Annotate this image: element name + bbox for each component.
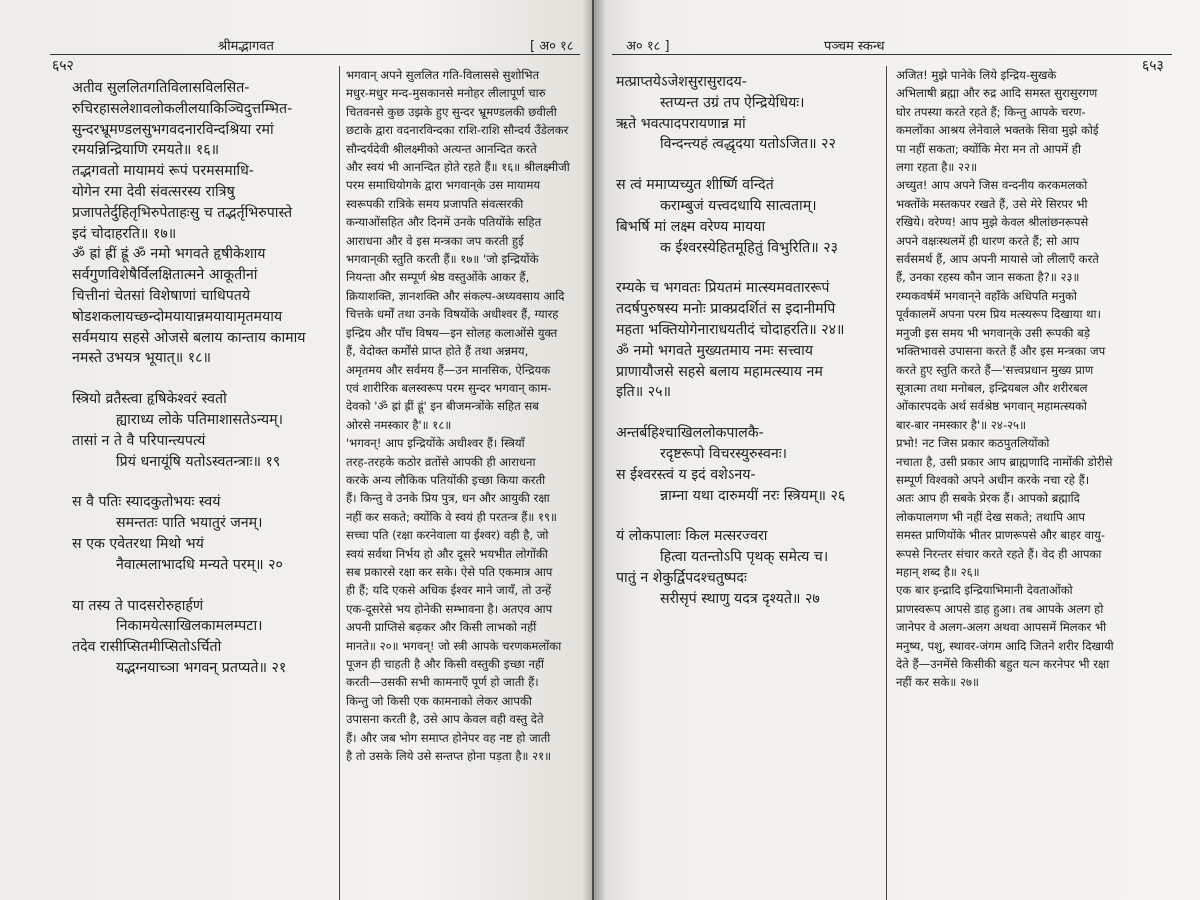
hindi-commentary-line: कमलोंका आश्रय लेनेवाले भक्तके सिवा मुझे कोई bbox=[896, 123, 1099, 138]
hindi-commentary-line: सर्वसमर्थ हैं, आप अपनी मायासे जो लीलाएँ करते bbox=[896, 252, 1099, 267]
hindi-commentary-line: एवं शारीरिक बलस्वरूप परम सुन्दर भगवान् काम- bbox=[346, 380, 552, 395]
hindi-commentary-line: भक्तोंके मस्तकपर रखते हैं, उसे मेरे सिरपर भी bbox=[896, 196, 1088, 211]
left-hindi-column bbox=[346, 66, 582, 900]
hindi-commentary-line: सौन्दर्यदेवी श्रीलक्ष्मीको अत्यन्त आनन्दित करते bbox=[346, 141, 537, 156]
hindi-commentary-line: प्राणस्वरूप आपसे डाह हुआ। तब आपके अलग हो bbox=[896, 601, 1104, 616]
sanskrit-verse-line: स एक एवेतरथा मिथो भयं bbox=[72, 535, 204, 552]
hindi-commentary-line: नहीं कर सकते; क्योंकि वे स्वयं ही परतन्त्र हैं॥ १९॥ bbox=[346, 509, 557, 524]
hindi-commentary-line: अपनी प्राप्तिसे बढ़कर और किसी लाभको नहीं bbox=[346, 620, 537, 635]
stanza-gap bbox=[616, 258, 878, 278]
sanskrit-verse-line: चित्तीनां चेतसां विशेषाणां चाधिपतये bbox=[72, 287, 251, 304]
sanskrit-verse-line: योगेन रमा देवी संवत्सरस्य रात्रिषु bbox=[72, 183, 235, 200]
sanskrit-verse-line: सरीसृपं स्थाणु यदत्र दृश्यते॥ २७ bbox=[660, 590, 820, 607]
left-header-rule bbox=[50, 54, 580, 55]
sanskrit-verse-line: समन्ततः पाति भयातुरं जनम्। bbox=[116, 515, 263, 532]
stanza-gap bbox=[616, 155, 878, 175]
hindi-commentary-line: ओंकारपदके अर्थ सर्वश्रेष्ठ भगवान् महामत्स्यको bbox=[896, 399, 1087, 414]
stanza-gap bbox=[72, 576, 334, 596]
sanskrit-verse-line: निकामयेत्साखिलकामलम्पटा। bbox=[116, 618, 263, 635]
sanskrit-verse-line: स त्वं ममाप्यच्युत शीर्ष्णि वन्दितं bbox=[616, 177, 774, 194]
sanskrit-verse-line: विन्दन्त्यहं त्वद्धृदया यतोऽजित॥ २२ bbox=[660, 136, 836, 153]
stanza-gap bbox=[72, 472, 334, 492]
sanskrit-verse-line: तासां न ते वै परिपान्त्यपत्यं bbox=[72, 432, 206, 449]
sanskrit-verse-line: स्तप्यन्त उग्रं तप ऐन्द्रियेधियः। bbox=[660, 94, 805, 111]
hindi-commentary-line: करते हुए स्तुति करते हैं—'सत्त्वप्रधान मुख्य प्राण bbox=[896, 362, 1094, 377]
hindi-commentary-line: भगवान्‌की स्तुति करती हैं॥ १७॥ 'जो इन्द्रियोंके bbox=[346, 252, 539, 267]
hindi-commentary-line: ही हैं; यदि एकसे अधिक ईश्वर माने जायँ, तो उन्हें bbox=[346, 583, 552, 598]
hindi-commentary-line: तरह-तरहके कठोर व्रतोंसे आपकी ही आराधना bbox=[346, 454, 536, 469]
hindi-commentary-line: अतः आप ही सबके प्रेरक हैं। आपको ब्रह्मादि bbox=[896, 491, 1080, 506]
sanskrit-verse-line: षोडशकलायच्छन्दोमयायान्नमयायामृतमयाय bbox=[72, 308, 283, 325]
hindi-commentary-line: परम समाधियोगके द्वारा भगवान्‌के उस मायामय bbox=[346, 178, 541, 193]
sanskrit-verse-line: प्रियं धनायूंषि यतोऽस्वतन्त्राः॥ १९ bbox=[116, 453, 281, 470]
sanskrit-verse-line: ह्याराध्य लोके पतिमाशासतेऽन्यम्। bbox=[116, 411, 283, 428]
sanskrit-verse-line: रमयन्निन्द्रियाणि रमयते॥ १६॥ bbox=[72, 142, 220, 159]
hindi-commentary-line: लोकपालगण भी नहीं देख सकते; तथापि आप bbox=[896, 509, 1085, 524]
hindi-commentary-line: मनुष्य, पशु, स्थावर-जंगम आदि जितने शरीर दिखायी bbox=[896, 638, 1114, 653]
hindi-commentary-line: मानते॥ २०॥ भगवन्! जो स्त्री आपके चरणकमलोंका bbox=[346, 638, 562, 653]
hindi-commentary-line: महान् शब्द है॥ २६॥ bbox=[896, 564, 980, 579]
right-hindi-column bbox=[896, 66, 1182, 900]
hindi-commentary-line: सब प्रकारसे रक्षा कर सके। ऐसे पति एकमात्र आप bbox=[346, 564, 553, 579]
right-header-rule bbox=[612, 54, 1172, 55]
hindi-commentary-line: आराधना और वे इस मन्त्रका जप करती हुई bbox=[346, 233, 524, 248]
sanskrit-verse-line: प्राणायौजसे सहसे बलाय महामत्स्याय नम bbox=[616, 363, 823, 380]
sanskrit-verse-line: तदेव रासीप्सितमीप्सितोऽर्चितो bbox=[72, 639, 222, 656]
hindi-commentary-line: सच्चा पति (रक्षा करनेवाला या ईश्वर) वही है, जो bbox=[346, 528, 549, 543]
hindi-commentary-line: मधुर-मधुर मन्द-मुसकानसे मनोहर लीलापूर्ण चारु bbox=[346, 86, 546, 101]
hindi-commentary-line: भक्तिभावसे उपासना करते हैं और इस मन्त्रका जप bbox=[896, 344, 1106, 359]
sanskrit-verse-line: इति॥ २५॥ bbox=[616, 384, 671, 401]
hindi-commentary-line: हैं। किन्तु वे उनके प्रिय पुत्र, धन और आयुकी रक्षा bbox=[346, 491, 550, 506]
hindi-commentary-line: और स्वयं भी आनन्दित होते रहते हैं॥ १६॥ श्रीलक्ष्मीजी bbox=[346, 160, 570, 175]
hindi-commentary-line: छटाके द्वारा वदनारविन्दका राशि-राशि सौन्दर्य उँडेलकर bbox=[346, 123, 569, 138]
hindi-commentary-line: समस्त प्राणियोंके भीतर प्राणरूपसे और बाहर वायु- bbox=[896, 528, 1106, 543]
sanskrit-verse-line: अन्तर्बहिश्चाखिललोकपालकै- bbox=[616, 425, 764, 442]
left-column-divider bbox=[339, 66, 340, 900]
hindi-commentary-line: देवको 'ॐ ह्रां ह्रीं ह्रूं' इन बीजमन्त्रोंके सहित सब bbox=[346, 399, 539, 414]
hindi-commentary-line: सूत्रात्मा तथा मनोबल, इन्द्रियबल और शरीरबल bbox=[896, 380, 1088, 395]
hindi-commentary-line: कन्याओंसहित और दिनमें उनके पतियोंके सहित bbox=[346, 215, 542, 230]
sanskrit-verse-line: अतीव सुललितगतिविलासविलसित- bbox=[72, 80, 250, 96]
sanskrit-verse-line: पातुं न शेकुर्द्विपदश्चतुष्पदः bbox=[616, 569, 747, 586]
hindi-commentary-line: है तो उसके लिये उसे सन्तप्त होना पड़ता है॥ २१॥ bbox=[346, 749, 552, 764]
sanskrit-verse-line: सर्वमयाय सहसे ओजसे बलाय कान्ताय कामाय bbox=[72, 329, 306, 346]
hindi-commentary-line: नचाता है, उसी प्रकार आप ब्राह्मणादि नामोंकी डोरीसे bbox=[896, 454, 1113, 469]
hindi-commentary-line: स्वरूपकी रात्रिके समय प्रजापति संवत्सरकी bbox=[346, 196, 524, 211]
hindi-commentary-line: अपने वक्षःस्थलमें ही धारण करते हैं; सो आप bbox=[896, 233, 1080, 248]
hindi-commentary-line: भगवान् अपने सुललित गति-विलाससे सुशोभित bbox=[346, 68, 540, 82]
stanza-gap bbox=[616, 403, 878, 423]
sanskrit-verse-line: यं लोकपालाः किल मत्सरज्वरा bbox=[616, 528, 768, 545]
hindi-commentary-line: पूजन ही चाहती है और किसी वस्तुकी इच्छा नहीं bbox=[346, 657, 545, 671]
hindi-commentary-line: रम्यकवर्षमें भगवान्‌ने वहाँके अधिपति मनुको bbox=[896, 288, 1077, 303]
stanza-gap bbox=[72, 369, 334, 389]
hindi-commentary-line: हैं। और जब भोग समाप्त होनेपर वह नष्ट हो जाती bbox=[346, 730, 551, 745]
left-sanskrit-column bbox=[72, 78, 334, 898]
hindi-commentary-line: जानेपर वे अलग-अलग अथवा आपसमें मिलकर भी bbox=[896, 620, 1107, 635]
sanskrit-verse-line: यद्भग्नयाच्ञा भगवन् प्रतप्यते॥ २१ bbox=[116, 659, 287, 676]
sanskrit-verse-line: न्नाम्ना यथा दारुमयीं नरः स्त्रियम्॥ २६ bbox=[660, 487, 846, 504]
sanskrit-verse-line: हित्वा यतन्तोऽपि पृथक् समेत्य च। bbox=[660, 549, 829, 566]
sanskrit-verse-line: ॐ नमो भगवते मुख्यतमाय नमः सत्त्वाय bbox=[616, 342, 814, 359]
sanskrit-verse-line: रम्यके च भगवतः प्रियतमं मात्स्यमवताररूपं bbox=[616, 280, 830, 297]
hindi-commentary-line: उपासना करती है, उसे आप केवल वही वस्तु देते bbox=[346, 712, 544, 727]
hindi-commentary-line: करती—उसकी सभी कामनाएँ पूर्ण हो जाती हैं। bbox=[346, 675, 539, 690]
sanskrit-verse-line: स वै पतिः स्यादकुतोभयः स्वयं bbox=[72, 494, 221, 511]
right-column-divider bbox=[886, 66, 887, 900]
sanskrit-verse-line: सुन्दरभ्रूमण्डलसुभगवदनारविन्दश्रिया रमां bbox=[72, 121, 274, 138]
hindi-commentary-line: नहीं कर सके॥ २७॥ bbox=[896, 675, 979, 690]
hindi-commentary-line: स्वयं सर्वथा निर्भय हो और दूसरे भयभीत लोगोंकी bbox=[346, 546, 548, 561]
hindi-commentary-line: किन्तु जो किसी एक कामनाको लेकर आपकी bbox=[346, 693, 532, 708]
right-header-chapter: अ० १८ ] bbox=[626, 39, 670, 54]
hindi-commentary-line: एक बार इन्द्रादि इन्द्रियाभिमानी देवताओंको bbox=[896, 583, 1073, 598]
hindi-commentary-line: नियन्ता और सम्पूर्ण श्रेष्ठ वस्तुओंके आकर हैं, bbox=[346, 270, 530, 285]
right-page bbox=[594, 0, 1200, 900]
hindi-commentary-line: पूर्वकालमें अपना परम प्रिय मत्स्यरूप दिखाया था। bbox=[896, 307, 1101, 322]
hindi-commentary-line: क्रियाशक्ति, ज्ञानशक्ति और संकल्प-अध्यवसाय आदि bbox=[346, 288, 565, 303]
sanskrit-verse-line: रदृष्टरूपो विचरस्युरुस्वनः। bbox=[660, 445, 788, 462]
sanskrit-verse-line: स ईश्वरस्त्वं य इदं वशेऽनय- bbox=[616, 466, 756, 483]
stanza-gap bbox=[616, 506, 878, 526]
left-page-number: ६५२ bbox=[52, 58, 74, 74]
left-page bbox=[0, 0, 592, 900]
hindi-commentary-line: इन्द्रिय और पाँच विषय—इन सोलह कलाओंसे युक्त bbox=[346, 325, 558, 340]
right-header-title: पञ्चम स्कन्ध bbox=[824, 39, 885, 54]
hindi-commentary-line: सम्पूर्ण विश्वको अपने अधीन करके नचा रहे हैं। bbox=[896, 472, 1090, 487]
sanskrit-verse-line: तद्भगवतो मायामयं रूपं परमसमाधि- bbox=[72, 163, 254, 180]
hindi-commentary-line: घोर तपस्या करते रहते हैं; किन्तु आपके चरण- bbox=[896, 104, 1086, 119]
left-header-title: श्रीमद्भागवत bbox=[218, 39, 274, 54]
hindi-commentary-line: अजित! मुझे पानेके लिये इन्द्रिय-सुखके bbox=[896, 68, 1057, 82]
left-header-chapter: [ अ० १८ bbox=[530, 39, 574, 54]
sanskrit-verse-line: क ईश्वरस्येहितमूहितुं विभुरिति॥ २३ bbox=[660, 239, 838, 256]
sanskrit-verse-line: या तस्य ते पादसरोरुहार्हणं bbox=[72, 597, 204, 614]
sanskrit-verse-line: सर्वगुणविशेषैर्विलक्षितात्मने आकूतीनां bbox=[72, 267, 258, 284]
sanskrit-verse-line: रुचिरहासलेशावलोकलीलयाकिञ्चिदुत्तम्भित- bbox=[72, 100, 293, 117]
sanskrit-verse-line: ऋते भवत्पादपरायणान्न मां bbox=[616, 115, 746, 132]
sanskrit-verse-line: कराम्बुजं यत्त्वदधायि सात्वताम्। bbox=[660, 197, 817, 214]
sanskrit-verse-line: महता भक्तियोगेनाराधयतीदं चोदाहरति॥ २४॥ bbox=[616, 321, 845, 338]
hindi-commentary-line: लगा रहता है॥ २२॥ bbox=[896, 160, 978, 175]
sanskrit-verse-line: बिभर्षि मां लक्ष्म वरेण्य मायया bbox=[616, 218, 766, 235]
hindi-commentary-line: 'भगवन्! आप इन्द्रियोंके अधीश्वर हैं। स्त्रियाँ bbox=[346, 436, 525, 451]
sanskrit-verse-line: तदर्षपुरुषस्य मनोः प्राक्प्रदर्शितं स इदानीमपि bbox=[616, 301, 836, 318]
hindi-commentary-line: पा नहीं सकता; क्योंकि मेरा मन तो आपमें ही bbox=[896, 141, 1081, 156]
hindi-commentary-line: हैं, उनका रहस्य कौन जान सकता है?॥ २३॥ bbox=[896, 270, 1080, 285]
hindi-commentary-line: चित्तके धर्मों तथा उनके विषयोंके अधीश्वर हैं, ग्यारह bbox=[346, 307, 559, 322]
sanskrit-verse-line: स्त्रियो व्रतैस्त्वा हृषिकेश्वरं स्वतो bbox=[72, 391, 227, 408]
hindi-commentary-line: करके अन्य लौकिक पतियोंकी इच्छा किया करती bbox=[346, 472, 546, 487]
hindi-commentary-line: देते हैं—उनमेंसे किसीकी बहुत यत्न करनेपर भी रक्षा bbox=[896, 657, 1110, 671]
hindi-commentary-line: हैं, वेदोक्त कर्मोंसे प्राप्त होते हैं तथा अन्नमय, bbox=[346, 344, 529, 359]
sanskrit-verse-line: ॐ ह्रां ह्रीं ह्रूं ॐ नमो भगवते हृषीकेशाय bbox=[72, 246, 266, 263]
sanskrit-verse-line: प्रजापतेर्दुहितृभिरुपेताहःसु च तद्भर्तृभिरुपास्ते bbox=[72, 204, 293, 221]
hindi-commentary-line: रखिये। वरेण्य! आप मुझे केवल श्रीलांछनरूपसे bbox=[896, 215, 1089, 230]
hindi-commentary-line: अच्युत! आप अपने जिस वन्दनीय करकमलको bbox=[896, 178, 1088, 193]
hindi-commentary-line: ओरसे नमस्कार है'॥ १८॥ bbox=[346, 417, 452, 432]
hindi-commentary-line: अमृतमय और सर्वमय हैं—उन मानसिक, ऐन्द्रियक bbox=[346, 362, 551, 377]
hindi-commentary-line: बार-बार नमस्कार है'॥ २४-२५॥ bbox=[896, 417, 1027, 432]
sanskrit-verse-line: मत्प्राप्तयेऽजेशसुरासुरादय- bbox=[616, 74, 747, 90]
sanskrit-verse-line: नैवात्मलाभादधि मन्यते परम्॥ २० bbox=[116, 556, 283, 573]
right-sanskrit-column bbox=[616, 72, 878, 898]
hindi-commentary-line: रूपसे निरन्तर संचार करते रहते हैं। वेद ही आपका bbox=[896, 546, 1102, 561]
hindi-commentary-line: एक-दूसरेसे भय होनेकी सम्भावना है। अतएव आप bbox=[346, 601, 553, 616]
hindi-commentary-line: मनुजी इस समय भी भगवान्‌के उसी रूपकी बड़े bbox=[896, 325, 1090, 340]
hindi-commentary-line: अभिलाषी ब्रह्मा और रुद्र आदि समस्त सुरासुरगण bbox=[896, 86, 1098, 101]
sanskrit-verse-line: इदं चोदाहरति॥ १७॥ bbox=[72, 225, 177, 242]
hindi-commentary-line: चितवनसे कुछ उझके हुए सुन्दर भ्रूमण्डलकी छवीली bbox=[346, 104, 557, 119]
hindi-commentary-line: प्रभो! नट जिस प्रकार कठपुतलियोंको bbox=[896, 436, 1050, 451]
sanskrit-verse-line: नमस्ते उभयत्र भूयात्॥ १८॥ bbox=[72, 350, 212, 367]
right-page-number: ६५३ bbox=[1142, 58, 1164, 74]
